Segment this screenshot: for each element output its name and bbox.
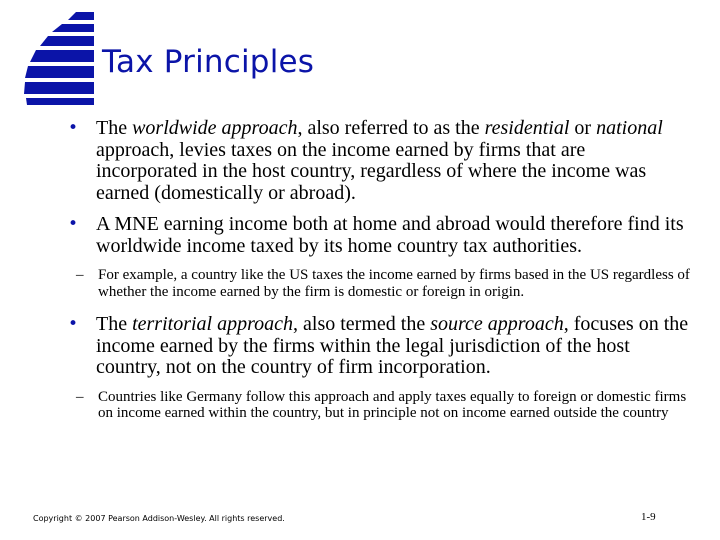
bullet-text: The bbox=[96, 313, 133, 335]
bullet-text: national bbox=[596, 117, 663, 139]
sub-bullet-item bbox=[60, 267, 690, 300]
copyright-footer: Copyright © 2007 Pearson Addison-Wesley. All rights reserved. bbox=[33, 514, 285, 523]
bullet-text: , also termed the bbox=[293, 313, 431, 335]
bullet-text: worldwide approach bbox=[132, 117, 298, 139]
bullet-text: Countries like Germany follow this approach and apply taxes equally to foreign or domestic firms on income earned within the country, but in principle not on income earned outside the country bbox=[98, 388, 687, 421]
bullet-text: The bbox=[96, 117, 133, 139]
slide-title: Tax Principles bbox=[102, 44, 315, 80]
bullet-dot-icon: • bbox=[68, 214, 79, 234]
bullet-item bbox=[60, 214, 690, 257]
stripes-logo-icon bbox=[24, 10, 94, 105]
dash-icon: – bbox=[76, 267, 84, 283]
bullet-text: For example, a country like the US taxes the income earned by firms based in the US regardless of whether the income earned by the firm is domestic or foreign in origin. bbox=[98, 267, 690, 300]
dash-icon: – bbox=[76, 388, 84, 405]
bullet-text: territorial approach bbox=[132, 313, 294, 335]
bullet-text: or bbox=[569, 117, 597, 139]
bullet-text: source approach bbox=[430, 313, 564, 335]
bullet-text: A MNE earning income both at home and abroad would therefore find its worldwide income taxed by its home country tax authorities. bbox=[96, 213, 684, 257]
sub-bullet-item bbox=[60, 389, 690, 422]
bullet-item bbox=[60, 118, 690, 204]
bullet-list bbox=[60, 118, 690, 436]
bullet-dot-icon: • bbox=[68, 314, 79, 334]
bullet-item bbox=[60, 314, 690, 379]
bullet-text: , focuses on the income earned by the firms within the legal jurisdiction of the host country, not on the country of firm incorporation. bbox=[96, 313, 689, 378]
page-number: 1-9 bbox=[641, 511, 656, 523]
bullet-text: approach, levies taxes on the income earned by firms that are incorporated in the host country, regardless of where the income was earned (domestically or abroad). bbox=[96, 138, 647, 204]
bullet-dot-icon: • bbox=[68, 118, 79, 138]
bullet-text: , also referred to as the bbox=[297, 117, 485, 139]
bullet-text: residential bbox=[484, 117, 570, 139]
